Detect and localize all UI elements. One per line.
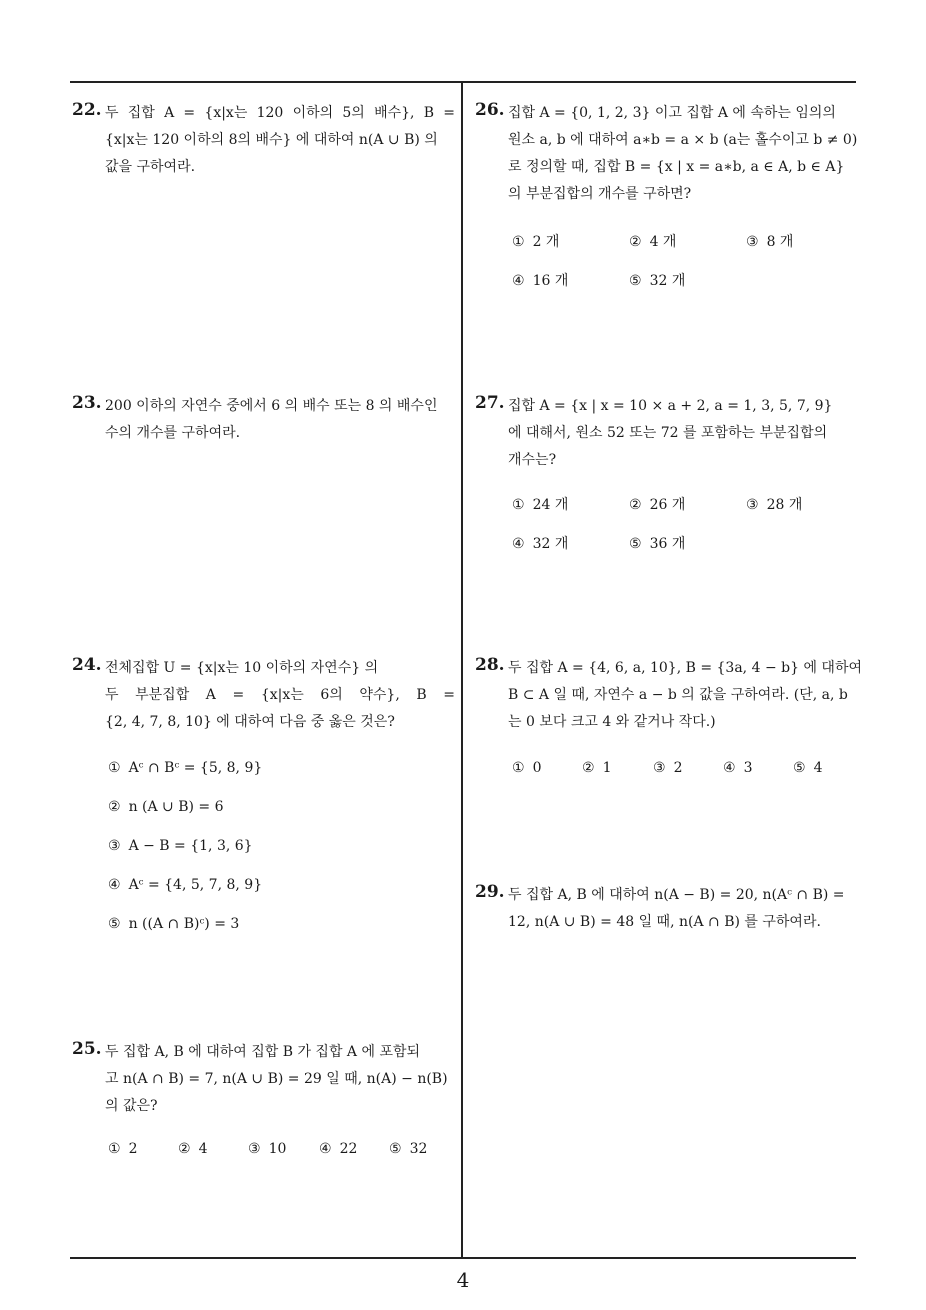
choice-text: 4 개 — [649, 234, 677, 250]
choice-text: 32 개 — [532, 536, 569, 552]
problem-number: 29. — [475, 882, 505, 902]
stem-line: 의 부분집합의 개수를 구하면? — [508, 186, 692, 202]
choice-list-24 — [108, 760, 448, 940]
problem-number: 23. — [72, 393, 102, 413]
choice-text: 24 개 — [532, 497, 569, 513]
choice-3[interactable] — [108, 838, 253, 854]
choice-mark: ⑤ — [793, 760, 806, 776]
stem-line: 값을 구하여라. — [105, 159, 196, 175]
choice-1[interactable] — [108, 1141, 137, 1157]
choice-text: 2 — [128, 1141, 138, 1157]
stem-line: 개수는? — [508, 452, 557, 468]
stem-line: 고 n(A ∩ B) = 7, n(A ∪ B) = 29 일 때, n(A) − n(B) — [105, 1071, 448, 1087]
choice-mark: ④ — [723, 760, 736, 776]
choice-mark: ④ — [512, 273, 525, 289]
choice-mark: ① — [512, 760, 525, 776]
choice-text: n ((A ∩ B)ᶜ) = 3 — [128, 916, 240, 932]
problem-29 — [475, 882, 859, 936]
choice-text: 32 — [409, 1141, 428, 1157]
choice-mark: ③ — [746, 497, 759, 513]
choice-text: 4 — [198, 1141, 208, 1157]
problem-stem — [105, 1039, 455, 1120]
stem-line: 두 집합 A = {4, 6, a, 10}, B = {3a, 4 − b} 에 대하여 — [508, 660, 862, 676]
problem-number: 26. — [475, 100, 505, 120]
problem-number: 22. — [72, 100, 102, 120]
choice-5[interactable] — [793, 760, 822, 776]
choice-text: Aᶜ = {4, 5, 7, 8, 9} — [128, 877, 263, 893]
choice-text: 8 개 — [766, 234, 794, 250]
stem-line: 두 집합 A, B 에 대하여 집합 B 가 집합 A 에 포함되 — [105, 1044, 421, 1060]
stem-line: 로 정의할 때, 집합 B = {x | x = a∗b, a ∈ A, b ∈ A} — [508, 159, 845, 175]
choice-3[interactable] — [653, 760, 682, 776]
choice-text: 2 — [673, 760, 683, 776]
stem-line: {2, 4, 7, 8, 10} 에 대하여 다음 중 옳은 것은? — [105, 714, 395, 730]
choice-mark: ③ — [108, 838, 121, 854]
choice-list-28 — [512, 760, 852, 782]
problem-28 — [475, 655, 862, 736]
choice-text: 22 — [339, 1141, 358, 1157]
choice-text: 3 — [743, 760, 753, 776]
choice-mark: ④ — [319, 1141, 332, 1157]
problem-number: 27. — [475, 393, 505, 413]
choice-mark: ② — [629, 497, 642, 513]
choice-text: 16 개 — [532, 273, 569, 289]
top-rule — [70, 81, 856, 83]
choice-text: Aᶜ ∩ Bᶜ = {5, 8, 9} — [128, 760, 263, 776]
choice-mark: ① — [108, 760, 121, 776]
choice-text: 28 개 — [766, 497, 803, 513]
problem-number: 24. — [72, 655, 102, 675]
stem-line: 는 0 보다 크고 4 와 같거나 작다.) — [508, 714, 716, 730]
choice-text: 36 개 — [649, 536, 686, 552]
choice-5[interactable] — [629, 533, 685, 553]
problem-27 — [475, 393, 859, 474]
problem-stem — [105, 393, 455, 447]
choice-2[interactable] — [108, 799, 224, 815]
choice-1[interactable] — [512, 760, 541, 776]
choice-mark: ① — [108, 1141, 121, 1157]
stem-line: 전체집합 U = {x|x는 10 이하의 자연수} 의 — [105, 660, 379, 676]
choice-list-25 — [108, 1141, 448, 1163]
choice-mark: ④ — [108, 877, 121, 893]
stem-line: B ⊂ A 일 때, 자연수 a − b 의 값을 구하여라. (단, a, b — [508, 687, 848, 703]
problem-26 — [475, 100, 859, 208]
choice-mark: ⑤ — [108, 916, 121, 932]
stem-line: 에 대해서, 원소 52 또는 72 를 포함하는 부분집합의 — [508, 425, 828, 441]
problem-number: 25. — [72, 1039, 102, 1059]
choice-text: 10 — [268, 1141, 287, 1157]
choice-text: 1 — [602, 760, 612, 776]
choice-2[interactable] — [178, 1141, 207, 1157]
stem-line: 12, n(A ∪ B) = 48 일 때, n(A ∩ B) 를 구하여라. — [508, 914, 821, 930]
problem-23 — [72, 393, 455, 447]
problem-stem — [508, 100, 859, 208]
stem-line: 두 부분집합 A = {x|x는 6의 약수}, B = — [105, 687, 455, 703]
choice-text: 2 개 — [532, 234, 560, 250]
problem-stem — [105, 655, 455, 736]
problem-22 — [72, 100, 455, 181]
choice-mark: ② — [178, 1141, 191, 1157]
stem-line: 의 값은? — [105, 1098, 158, 1114]
choice-mark: ⑤ — [389, 1141, 402, 1157]
choice-1[interactable] — [512, 494, 568, 514]
choice-text: 4 — [813, 760, 823, 776]
choice-3[interactable] — [746, 494, 802, 514]
choice-2[interactable] — [582, 760, 611, 776]
choice-mark: ⑤ — [629, 536, 642, 552]
choice-mark: ③ — [248, 1141, 261, 1157]
stem-line: 200 이하의 자연수 중에서 6 의 배수 또는 8 의 배수인 — [105, 398, 438, 414]
stem-line: 원소 a, b 에 대하여 a∗b = a × b (a는 홀수이고 b ≠ 0) — [508, 132, 858, 148]
choice-5[interactable] — [629, 270, 685, 290]
choice-list-27 — [512, 494, 852, 556]
bottom-rule — [70, 1257, 856, 1259]
choice-text: 26 개 — [649, 497, 686, 513]
choice-1[interactable] — [512, 231, 559, 251]
choice-text: 0 — [532, 760, 542, 776]
choice-4[interactable] — [723, 760, 752, 776]
choice-mark: ⑤ — [629, 273, 642, 289]
column-divider — [461, 82, 463, 1258]
choice-text: 32 개 — [649, 273, 686, 289]
choice-mark: ④ — [512, 536, 525, 552]
stem-line: 수의 개수를 구하여라. — [105, 425, 241, 441]
choice-4[interactable] — [108, 877, 262, 893]
page-number: 4 — [456, 1268, 470, 1292]
stem-line: {x|x는 120 이하의 8의 배수} 에 대하여 n(A ∪ B) 의 — [105, 132, 438, 148]
choice-2[interactable] — [629, 231, 676, 251]
choice-5[interactable] — [108, 916, 239, 932]
choice-mark: ① — [512, 497, 525, 513]
problem-25 — [72, 1039, 455, 1120]
choice-2[interactable] — [629, 494, 685, 514]
stem-line: 두 집합 A = {x|x는 120 이하의 5의 배수}, B = — [105, 105, 455, 121]
choice-text: A − B = {1, 3, 6} — [128, 838, 253, 854]
choice-mark: ① — [512, 234, 525, 250]
problem-24 — [72, 655, 455, 736]
stem-line: 집합 A = {0, 1, 2, 3} 이고 집합 A 에 속하는 임의의 — [508, 105, 836, 121]
stem-line: 집합 A = {x | x = 10 × a + 2, a = 1, 3, 5, 7, 9} — [508, 398, 833, 414]
problem-stem — [105, 100, 455, 181]
choice-3[interactable] — [746, 231, 793, 251]
choice-list-26 — [512, 231, 852, 293]
choice-4[interactable] — [512, 533, 568, 553]
choice-mark: ② — [629, 234, 642, 250]
choice-text: n (A ∪ B) = 6 — [128, 799, 224, 815]
choice-1[interactable] — [108, 760, 262, 776]
problem-stem — [508, 655, 862, 736]
choice-mark: ② — [108, 799, 121, 815]
choice-mark: ② — [582, 760, 595, 776]
problem-stem — [508, 393, 859, 474]
choice-4[interactable] — [512, 270, 568, 290]
choice-mark: ③ — [746, 234, 759, 250]
choice-3[interactable] — [248, 1141, 286, 1157]
problem-stem — [508, 882, 859, 936]
choice-4[interactable] — [319, 1141, 357, 1157]
choice-5[interactable] — [389, 1141, 427, 1157]
stem-line: 두 집합 A, B 에 대하여 n(A − B) = 20, n(Aᶜ ∩ B) = — [508, 887, 845, 903]
choice-mark: ③ — [653, 760, 666, 776]
problem-number: 28. — [475, 655, 505, 675]
